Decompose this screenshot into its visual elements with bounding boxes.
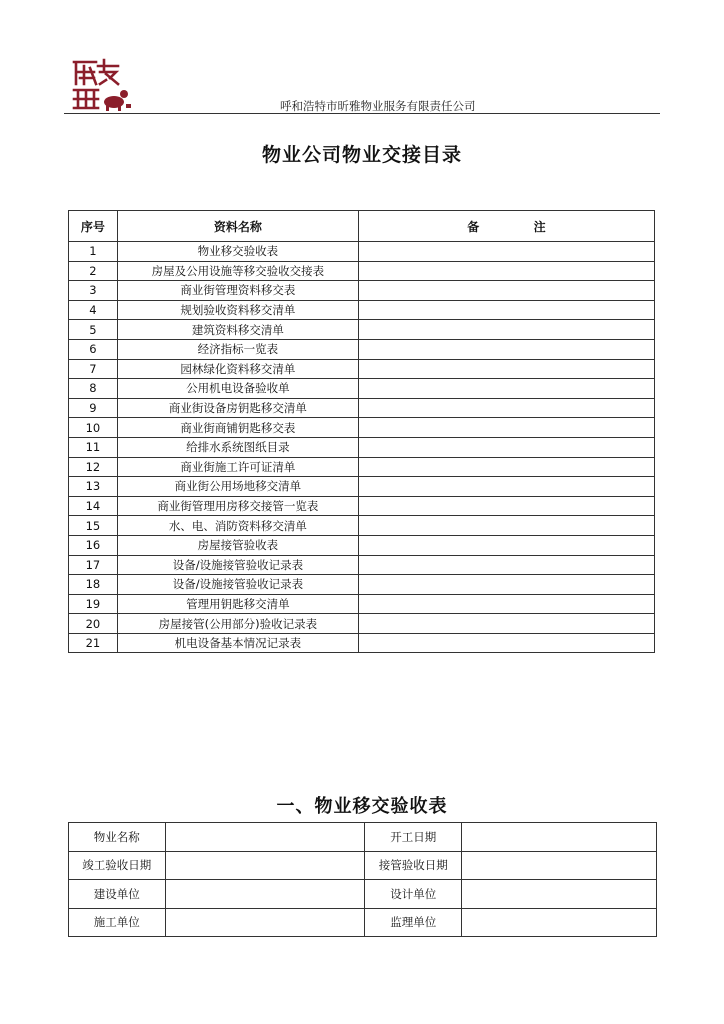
table-row <box>69 281 655 301</box>
row-number: 19 <box>69 594 118 614</box>
row-number: 4 <box>69 300 118 320</box>
row-document-name: 建筑资料移交清单 <box>117 320 358 340</box>
row-number: 11 <box>69 437 118 457</box>
row-note <box>358 281 654 301</box>
form-row <box>69 851 657 880</box>
row-number: 1 <box>69 242 118 262</box>
row-note <box>358 418 654 438</box>
row-number: 6 <box>69 339 118 359</box>
row-note <box>358 261 654 281</box>
table-row <box>69 457 655 477</box>
form-value-field[interactable] <box>462 823 657 852</box>
form-row <box>69 880 657 909</box>
row-document-name: 房屋接管验收表 <box>117 535 358 555</box>
form-value-field[interactable] <box>165 908 365 937</box>
table-row <box>69 516 655 536</box>
row-number: 9 <box>69 398 118 418</box>
table-row <box>69 379 655 399</box>
column-header-note-2: 注 <box>533 219 546 234</box>
row-number: 17 <box>69 555 118 575</box>
row-note <box>358 477 654 497</box>
table-body <box>69 242 655 653</box>
form-value-field[interactable] <box>462 880 657 909</box>
row-note <box>358 555 654 575</box>
row-document-name: 给排水系统图纸目录 <box>117 437 358 457</box>
row-number: 14 <box>69 496 118 516</box>
row-document-name: 园林绿化资料移交清单 <box>117 359 358 379</box>
row-number: 12 <box>69 457 118 477</box>
row-document-name: 商业街管理资料移交表 <box>117 281 358 301</box>
row-number: 5 <box>69 320 118 340</box>
row-note <box>358 535 654 555</box>
form-row <box>69 908 657 937</box>
form-label: 物业名称 <box>69 823 166 852</box>
row-document-name: 设备/设施接管验收记录表 <box>117 575 358 595</box>
row-document-name: 商业街管理用房移交接管一览表 <box>117 496 358 516</box>
table-row <box>69 339 655 359</box>
form-label: 施工单位 <box>69 908 166 937</box>
row-number: 16 <box>69 535 118 555</box>
row-number: 21 <box>69 633 118 653</box>
table-row <box>69 418 655 438</box>
row-number: 18 <box>69 575 118 595</box>
row-document-name: 物业移交验收表 <box>117 242 358 262</box>
row-document-name: 商业街公用场地移交清单 <box>117 477 358 497</box>
row-number: 15 <box>69 516 118 536</box>
table-row <box>69 477 655 497</box>
form-body <box>69 823 657 937</box>
form-label: 建设单位 <box>69 880 166 909</box>
table-row <box>69 300 655 320</box>
row-note <box>358 359 654 379</box>
table-row <box>69 359 655 379</box>
row-note <box>358 339 654 359</box>
column-header-no: 序号 <box>69 211 118 242</box>
form-value-field[interactable] <box>165 851 365 880</box>
row-note <box>358 496 654 516</box>
row-document-name: 机电设备基本情况记录表 <box>117 633 358 653</box>
table-row <box>69 575 655 595</box>
row-document-name: 经济指标一览表 <box>117 339 358 359</box>
row-document-name: 规划验收资料移交清单 <box>117 300 358 320</box>
row-note <box>358 457 654 477</box>
form-value-field[interactable] <box>165 823 365 852</box>
table-row <box>69 261 655 281</box>
page-title: 物业公司物业交接目录 <box>261 144 462 166</box>
form-title: 一、物业移交验收表 <box>276 796 448 817</box>
row-number: 20 <box>69 614 118 634</box>
table-row <box>69 555 655 575</box>
row-note <box>358 242 654 262</box>
row-note <box>358 437 654 457</box>
form-value-field[interactable] <box>462 851 657 880</box>
handover-catalog-table <box>68 210 655 653</box>
form-label: 设计单位 <box>365 880 462 909</box>
header-divider <box>64 113 660 114</box>
table-row <box>69 398 655 418</box>
table-row <box>69 496 655 516</box>
table-row <box>69 633 655 653</box>
row-document-name: 设备/设施接管验收记录表 <box>117 555 358 575</box>
company-logo <box>70 56 134 112</box>
form-label: 开工日期 <box>365 823 462 852</box>
handover-acceptance-form <box>68 822 657 937</box>
form-label: 监理单位 <box>365 908 462 937</box>
row-note <box>358 633 654 653</box>
row-document-name: 商业街设备房钥匙移交清单 <box>117 398 358 418</box>
row-note <box>358 516 654 536</box>
row-note <box>358 300 654 320</box>
row-document-name: 房屋接管(公用部分)验收记录表 <box>117 614 358 634</box>
form-value-field[interactable] <box>165 880 365 909</box>
row-note <box>358 320 654 340</box>
table-row <box>69 320 655 340</box>
row-document-name: 房屋及公用设施等移交验收交接表 <box>117 261 358 281</box>
row-document-name: 水、电、消防资料移交清单 <box>117 516 358 536</box>
table-row <box>69 614 655 634</box>
form-row <box>69 823 657 852</box>
row-document-name: 管理用钥匙移交清单 <box>117 594 358 614</box>
row-note <box>358 614 654 634</box>
row-number: 2 <box>69 261 118 281</box>
column-header-name: 资料名称 <box>117 211 358 242</box>
company-name: 呼和浩特市昕雅物业服务有限责任公司 <box>280 99 476 113</box>
column-header-note-1: 备 <box>467 219 480 234</box>
row-note <box>358 594 654 614</box>
row-note <box>358 379 654 399</box>
form-label: 竣工验收日期 <box>69 851 166 880</box>
form-label: 接管验收日期 <box>365 851 462 880</box>
row-note <box>358 398 654 418</box>
row-number: 10 <box>69 418 118 438</box>
form-value-field[interactable] <box>462 908 657 937</box>
table-row <box>69 594 655 614</box>
table-row <box>69 535 655 555</box>
column-header-note <box>358 211 654 242</box>
row-note <box>358 575 654 595</box>
table-row <box>69 242 655 262</box>
table-row <box>69 437 655 457</box>
row-document-name: 商业街施工许可证清单 <box>117 457 358 477</box>
row-document-name: 商业街商铺钥匙移交表 <box>117 418 358 438</box>
row-number: 8 <box>69 379 118 399</box>
row-number: 3 <box>69 281 118 301</box>
row-number: 13 <box>69 477 118 497</box>
table-header-row <box>69 211 655 242</box>
row-number: 7 <box>69 359 118 379</box>
row-document-name: 公用机电设备验收单 <box>117 379 358 399</box>
